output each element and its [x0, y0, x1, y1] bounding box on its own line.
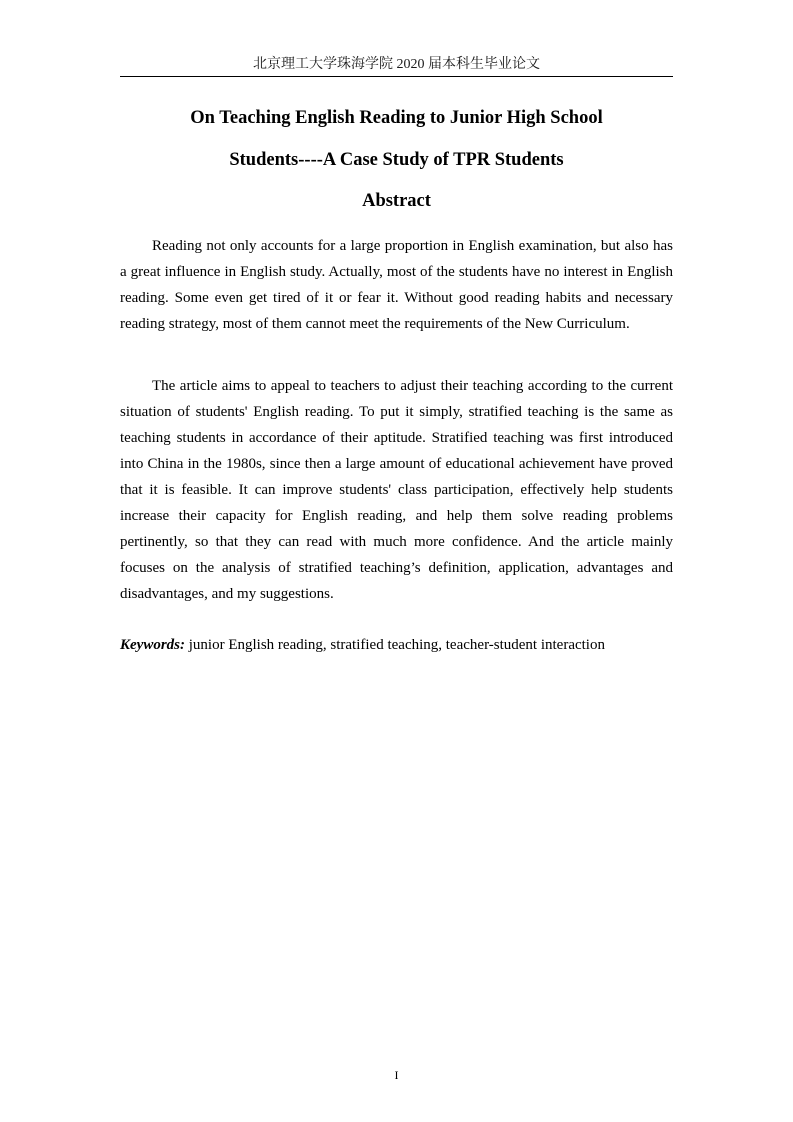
- header-divider: [120, 76, 673, 77]
- running-header: 北京理工大学珠海学院 2020 届本科生毕业论文: [253, 57, 540, 72]
- paper-title-line-1: On Teaching English Reading to Junior High School: [190, 108, 603, 128]
- abstract-paragraph: Reading not only accounts for a large proportion in English examination, but also has a great influence in English study. Actually, most of the students have no interest in English reading. Some even get tired of it or fear it. Without good reading habits and necessary reading strategy, most of them cannot meet the requirements of the New Curriculum.: [120, 238, 673, 332]
- abstract-paragraph: The article aims to appeal to teachers to adjust their teaching according to the current situation of students' English reading. To put it simply, stratified teaching is the same as teaching students in accordance of their aptitude. Stratified teaching was first introduced into China in the 1980s, since then a large amount of educational achievement have proved that it is feasible. It can improve students' class participation, effectively help students increase their capacity for English reading, and help them solve reading problems pertinently, so that they can read with much more confidence. And the article mainly focuses on the analysis of stratified teaching’s definition, application, advantages and disadvantages, and my suggestions.: [120, 378, 673, 602]
- keywords-line: [120, 633, 673, 657]
- keywords-label: Keywords:: [120, 637, 185, 653]
- page-number: I: [394, 1068, 399, 1082]
- keywords-text: junior English reading, stratified teaching, teacher-student interaction: [185, 637, 605, 653]
- paper-title-line-2: Students----A Case Study of TPR Students: [229, 150, 564, 170]
- abstract-heading: Abstract: [362, 191, 431, 211]
